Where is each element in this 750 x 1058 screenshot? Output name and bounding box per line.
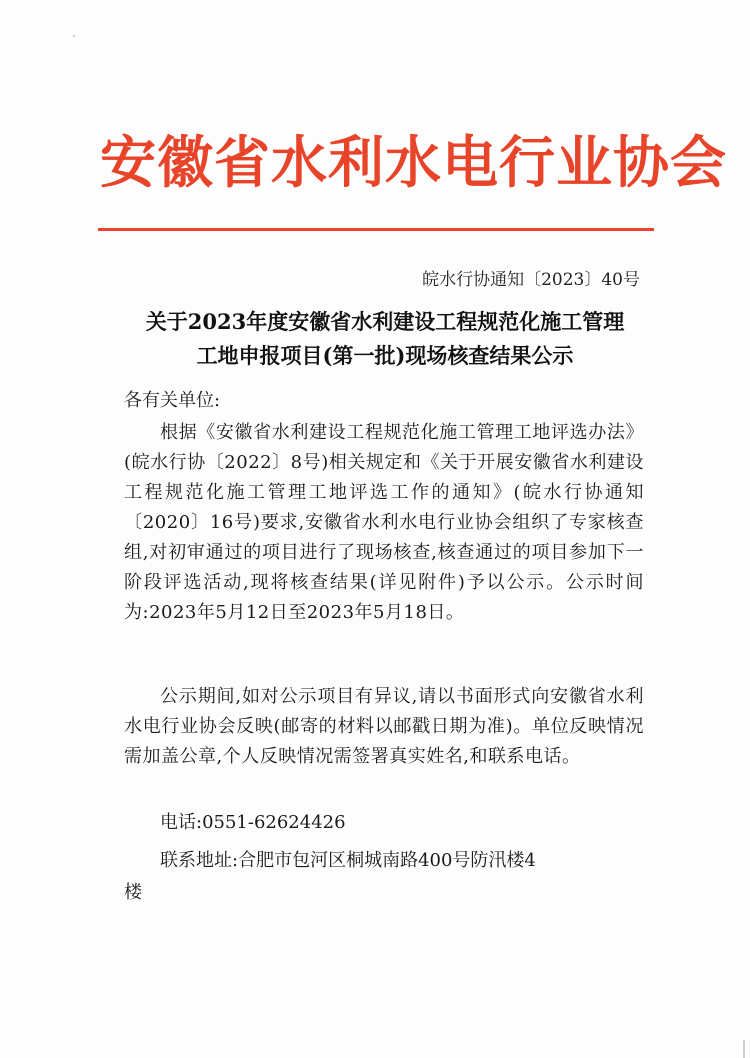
letterhead-org-name: 安徽省水利水电行业协会: [100, 130, 727, 196]
document-title: [110, 305, 660, 373]
body-paragraph-2: 公示期间,如对公示项目有异议,请以书面形式向安徽省水利水电行业协会反映(邮寄的材料以邮戳日期为准)。单位反映情况需加盖公章,个人反映情况需签署真实姓名,和联系电话。: [124, 686, 644, 767]
document-title-line-2: 工地申报项目(第一批)现场核查结果公示: [196, 343, 574, 368]
scan-edge-mark: [743, 1040, 745, 1058]
letterhead-red-rule: [98, 228, 654, 231]
contact-address-continued: 楼: [124, 882, 142, 903]
document-number: 皖水行协通知〔2023〕40号: [422, 270, 640, 290]
document-title-line-1: 关于2023年度安徽省水利建设工程规范化施工管理: [145, 309, 625, 334]
contact-address: 联系地址:合肥市包河区桐城南路400号防汛楼4: [160, 850, 536, 871]
salutation: 各有关单位:: [124, 390, 221, 411]
scan-speck: [73, 35, 75, 37]
body-paragraph-1: 根据《安徽省水利建设工程规范化施工管理工地评选办法》(皖水行协〔2022〕8号)相关规定和《关于开展安徽省水利建设工程规范化施工管理工地评选工作的通知》(皖水行协通知〔2020〕16号)要求,安徽省水利水电行业协会组织了专家核查组,对初审通过的项目进行了现场核查,核查通过的项目参加下一阶段评选活动,现将核查结果(详见附件)予以公示。公示时间为:2023年5月12日至2023年5月18日。: [124, 422, 644, 623]
contact-phone: 电话:0551-62624426: [160, 812, 346, 833]
